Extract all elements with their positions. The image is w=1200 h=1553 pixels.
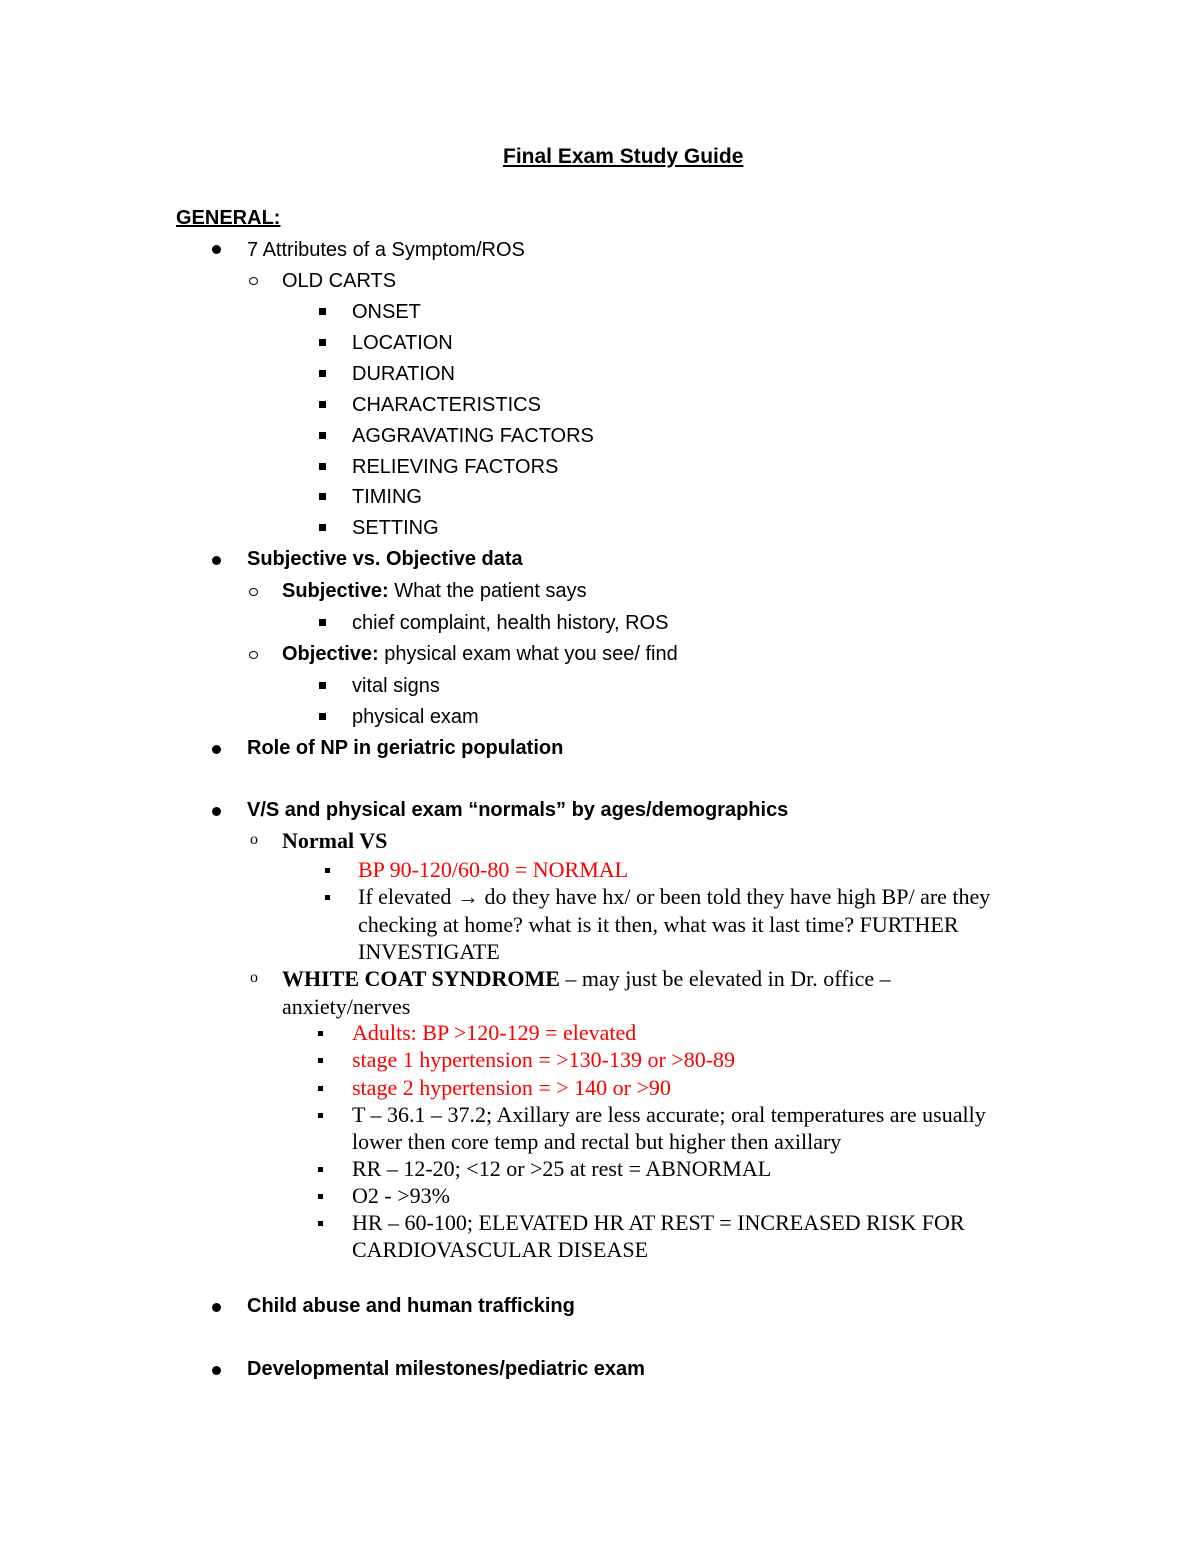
square-bullet-icon [318, 1221, 323, 1226]
white-coat-text: – may just be elevated in Dr. office – [559, 966, 891, 991]
list-item [282, 644, 678, 664]
square-bullet-icon [319, 339, 326, 346]
circle-bullet-icon: o [250, 831, 258, 848]
square-bullet-icon [319, 401, 326, 408]
square-bullet-icon [318, 1194, 323, 1199]
bullet-icon [212, 245, 221, 254]
bullet-icon [212, 807, 221, 816]
list-item [358, 886, 990, 908]
square-bullet-icon [325, 868, 330, 873]
list-item-continuation: checking at home? what is it then, what was it last time? FURTHER [358, 912, 959, 937]
list-item-continuation: CARDIOVASCULAR DISEASE [352, 1237, 649, 1262]
bullet-icon [212, 556, 221, 565]
bullet-icon [212, 745, 221, 754]
circle-bullet-icon [249, 651, 258, 659]
list-item: CHARACTERISTICS [352, 394, 541, 416]
bullet-icon [212, 1303, 221, 1312]
list-item: chief complaint, health history, ROS [352, 612, 669, 634]
list-item [282, 581, 587, 601]
list-item: stage 2 hypertension = > 140 or >90 [352, 1075, 671, 1100]
list-item: SETTING [352, 517, 439, 539]
list-item: Child abuse and human trafficking [247, 1295, 575, 1317]
objective-label: Objective: [282, 643, 379, 665]
list-item: ONSET [352, 301, 421, 323]
list-item: vital signs [352, 675, 440, 697]
list-item-continuation: anxiety/nerves [282, 994, 411, 1019]
list-item: stage 1 hypertension = >130-139 or >80-89 [352, 1047, 736, 1072]
section-heading: GENERAL: [176, 207, 281, 229]
square-bullet-icon [318, 1086, 323, 1091]
square-bullet-icon [319, 370, 326, 377]
text-fragment: If elevated [358, 884, 457, 909]
bullet-icon [212, 1366, 221, 1375]
text-fragment: do they have hx/ or been told they have high BP/ are they [478, 884, 991, 909]
list-item: O2 - >93% [352, 1183, 450, 1208]
list-item: HR – 60-100; ELEVATED HR AT REST = INCREASED RISK FOR [352, 1210, 965, 1235]
list-item: TIMING [352, 486, 422, 508]
arrow-icon: → [456, 884, 479, 909]
square-bullet-icon [319, 619, 326, 626]
square-bullet-icon [319, 308, 326, 315]
circle-bullet-icon [249, 588, 258, 596]
circle-bullet-icon: o [250, 969, 258, 986]
white-coat-label: WHITE COAT SYNDROME [282, 966, 560, 991]
square-bullet-icon [319, 493, 326, 500]
square-bullet-icon [325, 895, 330, 900]
page-title: Final Exam Study Guide [503, 145, 744, 168]
list-item [282, 968, 891, 990]
list-item-continuation: INVESTIGATE [358, 939, 500, 964]
list-item: DURATION [352, 363, 455, 385]
list-item: RELIEVING FACTORS [352, 456, 559, 478]
square-bullet-icon [319, 713, 326, 720]
list-item: RR – 12-20; <12 or >25 at rest = ABNORMAL [352, 1156, 772, 1181]
square-bullet-icon [318, 1113, 323, 1118]
list-item: T – 36.1 – 37.2; Axillary are less accurate; oral temperatures are usually [352, 1102, 986, 1127]
square-bullet-icon [318, 1031, 323, 1036]
subjective-label: Subjective: [282, 580, 389, 602]
list-item: AGGRAVATING FACTORS [352, 425, 594, 447]
list-item: 7 Attributes of a Symptom/ROS [247, 239, 525, 261]
list-item: Role of NP in geriatric population [247, 737, 564, 759]
list-item: OLD CARTS [282, 270, 397, 292]
list-item: physical exam [352, 706, 479, 728]
square-bullet-icon [318, 1058, 323, 1063]
square-bullet-icon [318, 1167, 323, 1172]
square-bullet-icon [319, 463, 326, 470]
list-item: Adults: BP >120-129 = elevated [352, 1020, 637, 1045]
square-bullet-icon [319, 682, 326, 689]
square-bullet-icon [319, 524, 326, 531]
list-item-continuation: lower then core temp and rectal but higher then axillary [352, 1129, 842, 1154]
list-item: LOCATION [352, 332, 453, 354]
list-item: Developmental milestones/pediatric exam [247, 1358, 645, 1380]
list-item: V/S and physical exam “normals” by ages/demographics [247, 799, 789, 821]
subjective-text: What the patient says [388, 580, 587, 602]
objective-text: physical exam what you see/ find [378, 643, 678, 665]
list-item: Normal VS [282, 828, 388, 853]
list-item: Subjective vs. Objective data [247, 548, 523, 570]
circle-bullet-icon [249, 277, 258, 285]
square-bullet-icon [319, 432, 326, 439]
list-item: BP 90-120/60-80 = NORMAL [358, 857, 629, 882]
